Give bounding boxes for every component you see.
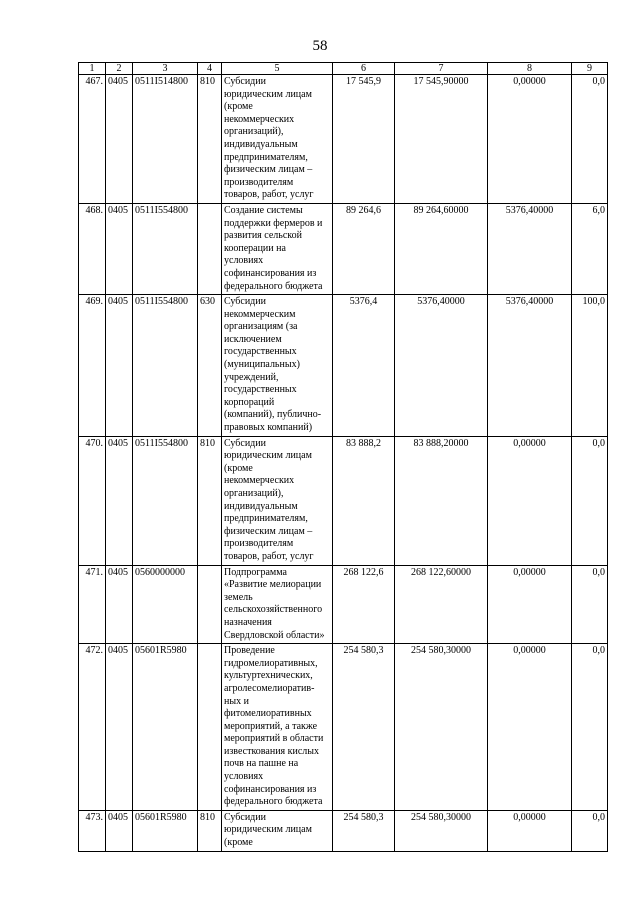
planned-amount: 83 888,2 bbox=[333, 436, 395, 565]
approved-amount: 17 545,90000 bbox=[395, 75, 488, 204]
item-name: Субсидии юридическим лицам (кроме bbox=[222, 810, 333, 851]
table-row bbox=[79, 644, 608, 811]
col-header-9: 9 bbox=[572, 63, 608, 75]
expense-type: 810 bbox=[198, 810, 222, 851]
section-code: 0405 bbox=[106, 565, 133, 644]
budget-table bbox=[78, 62, 608, 852]
row-number: 467. bbox=[79, 75, 106, 204]
row-number: 469. bbox=[79, 295, 106, 437]
target-code: 0511I554800 bbox=[133, 295, 198, 437]
table-row bbox=[79, 810, 608, 851]
item-name: Подпрограмма «Развитие мелиорации земель сельскохозяйственного назначения Свердловской области» bbox=[222, 565, 333, 644]
approved-amount: 254 580,30000 bbox=[395, 810, 488, 851]
planned-amount: 254 580,3 bbox=[333, 644, 395, 811]
executed-amount: 0,00000 bbox=[488, 75, 572, 204]
row-number: 473. bbox=[79, 810, 106, 851]
table-row bbox=[79, 203, 608, 294]
item-name: Субсидии некоммерческим организациям (за исключением государственных (муниципальных) учреждений, государственных корпораций (компаний), публично- правовых компаний) bbox=[222, 295, 333, 437]
item-name: Субсидии юридическим лицам (кроме некоммерческих организаций), индивидуальным предпринимателям, физическим лицам – производителям товаров, работ, услуг bbox=[222, 436, 333, 565]
expense-type bbox=[198, 565, 222, 644]
approved-amount: 89 264,60000 bbox=[395, 203, 488, 294]
planned-amount: 5376,4 bbox=[333, 295, 395, 437]
executed-amount: 5376,40000 bbox=[488, 203, 572, 294]
planned-amount: 89 264,6 bbox=[333, 203, 395, 294]
col-header-6: 6 bbox=[333, 63, 395, 75]
row-number: 472. bbox=[79, 644, 106, 811]
section-code: 0405 bbox=[106, 75, 133, 204]
expense-type: 810 bbox=[198, 436, 222, 565]
execution-percent: 0,0 bbox=[572, 436, 608, 565]
target-code: 0560000000 bbox=[133, 565, 198, 644]
section-code: 0405 bbox=[106, 295, 133, 437]
table-row bbox=[79, 295, 608, 437]
executed-amount: 0,00000 bbox=[488, 436, 572, 565]
item-name: Проведение гидромелиоративных, культуртехнических, агролесомелиоратив- ных и фитомелиоративных мероприятий, а также мероприятий в области известкования кислых почв на пашне на условиях софинансирования из федерального бюджета bbox=[222, 644, 333, 811]
row-number: 468. bbox=[79, 203, 106, 294]
section-code: 0405 bbox=[106, 644, 133, 811]
execution-percent: 6,0 bbox=[572, 203, 608, 294]
approved-amount: 5376,40000 bbox=[395, 295, 488, 437]
execution-percent: 0,0 bbox=[572, 810, 608, 851]
col-header-8: 8 bbox=[488, 63, 572, 75]
header-row bbox=[79, 63, 608, 75]
table-row bbox=[79, 75, 608, 204]
executed-amount: 0,00000 bbox=[488, 644, 572, 811]
executed-amount: 5376,40000 bbox=[488, 295, 572, 437]
target-code: 05601R5980 bbox=[133, 644, 198, 811]
col-header-2: 2 bbox=[106, 63, 133, 75]
col-header-1: 1 bbox=[79, 63, 106, 75]
execution-percent: 0,0 bbox=[572, 565, 608, 644]
approved-amount: 268 122,60000 bbox=[395, 565, 488, 644]
section-code: 0405 bbox=[106, 810, 133, 851]
target-code: 0511I514800 bbox=[133, 75, 198, 204]
expense-type: 630 bbox=[198, 295, 222, 437]
col-header-4: 4 bbox=[198, 63, 222, 75]
executed-amount: 0,00000 bbox=[488, 565, 572, 644]
table-row bbox=[79, 436, 608, 565]
row-number: 471. bbox=[79, 565, 106, 644]
item-name: Создание системы поддержки фермеров и развития сельской кооперации на условиях софинансирования из федерального бюджета bbox=[222, 203, 333, 294]
expense-type: 810 bbox=[198, 75, 222, 204]
section-code: 0405 bbox=[106, 436, 133, 565]
section-code: 0405 bbox=[106, 203, 133, 294]
planned-amount: 254 580,3 bbox=[333, 810, 395, 851]
expense-type bbox=[198, 203, 222, 294]
approved-amount: 83 888,20000 bbox=[395, 436, 488, 565]
execution-percent: 0,0 bbox=[572, 75, 608, 204]
executed-amount: 0,00000 bbox=[488, 810, 572, 851]
row-number: 470. bbox=[79, 436, 106, 565]
planned-amount: 17 545,9 bbox=[333, 75, 395, 204]
target-code: 0511I554800 bbox=[133, 203, 198, 294]
approved-amount: 254 580,30000 bbox=[395, 644, 488, 811]
execution-percent: 0,0 bbox=[572, 644, 608, 811]
target-code: 0511I554800 bbox=[133, 436, 198, 565]
target-code: 05601R5980 bbox=[133, 810, 198, 851]
execution-percent: 100,0 bbox=[572, 295, 608, 437]
planned-amount: 268 122,6 bbox=[333, 565, 395, 644]
col-header-5: 5 bbox=[222, 63, 333, 75]
item-name: Субсидии юридическим лицам (кроме некоммерческих организаций), индивидуальным предпринимателям, физическим лицам – производителям товаров, работ, услуг bbox=[222, 75, 333, 204]
table-row bbox=[79, 565, 608, 644]
col-header-7: 7 bbox=[395, 63, 488, 75]
page-number: 58 bbox=[312, 38, 328, 54]
expense-type bbox=[198, 644, 222, 811]
col-header-3: 3 bbox=[133, 63, 198, 75]
